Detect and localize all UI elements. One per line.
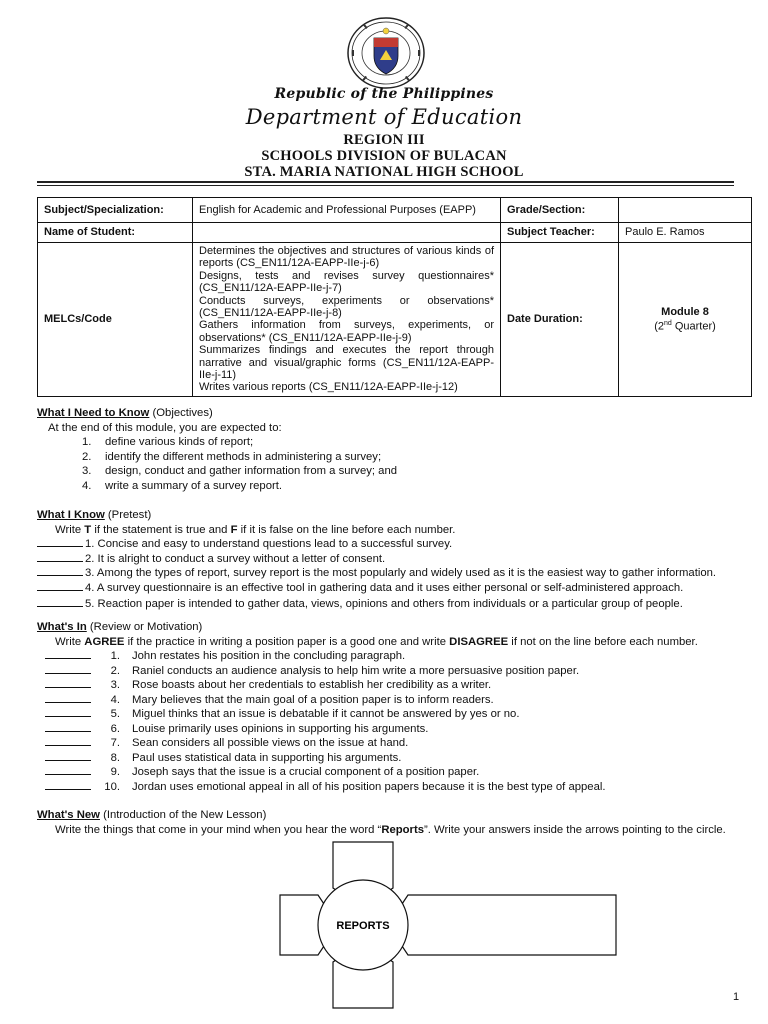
school-heading: STA. MARIA NATIONAL HIGH SCHOOL bbox=[244, 164, 524, 180]
module-number: Module 8 bbox=[661, 305, 709, 318]
subject-label: Subject/Specialization: bbox=[38, 198, 193, 223]
answer-blank[interactable] bbox=[45, 707, 91, 717]
section-heading: What's In (Review or Motivation) bbox=[37, 621, 203, 633]
melc-item: Designs, tests and revises survey questionnaires* (CS_EN11/12A-EAPP-IIe-j-7) bbox=[199, 269, 494, 295]
review-item: 1. John restates his position in the concluding paragraph. bbox=[37, 649, 752, 664]
duration-label: Date Duration: bbox=[501, 243, 619, 397]
table-row bbox=[38, 223, 752, 243]
table-row bbox=[38, 198, 752, 223]
deped-seal-logo bbox=[344, 16, 428, 90]
answer-blank[interactable] bbox=[45, 649, 91, 659]
page-number: 1 bbox=[733, 991, 740, 1003]
answer-blank[interactable] bbox=[45, 664, 91, 674]
circle-label: REPORTS bbox=[336, 920, 390, 932]
answer-blank[interactable] bbox=[45, 765, 91, 775]
answer-blank[interactable] bbox=[45, 678, 91, 688]
pretest-item: 3. Among the types of report, survey report is the most popularly and widely used as it is the easiest way to gather information. bbox=[37, 566, 752, 581]
student-name-field[interactable] bbox=[193, 223, 501, 243]
section-heading: What I Know (Pretest) bbox=[37, 509, 152, 521]
list-item: 3. design, conduct and gather information from a survey; and bbox=[82, 465, 398, 477]
review-item: 5. Miguel thinks that an issue is debatable if it cannot be answered by yes or no. bbox=[37, 707, 752, 722]
header-rule bbox=[37, 181, 734, 183]
grade-field[interactable] bbox=[619, 198, 752, 223]
review-item: 10. Jordan uses emotional appeal in all of his position papers because it is the best type of appeal. bbox=[37, 780, 752, 795]
answer-blank[interactable] bbox=[37, 552, 83, 562]
answer-blank[interactable] bbox=[45, 722, 91, 732]
header-rule-thin bbox=[37, 185, 734, 186]
pretest-item: 2. It is alright to conduct a survey without a letter of consent. bbox=[37, 552, 752, 567]
melcs-label: MELCs/Code bbox=[38, 243, 193, 397]
teacher-label: Subject Teacher: bbox=[501, 223, 619, 243]
review-item: 7. Sean considers all possible views on the issue at hand. bbox=[37, 736, 752, 751]
answer-blank[interactable] bbox=[37, 566, 83, 576]
pretest-item: 1. Concise and easy to understand questions lead to a successful survey. bbox=[37, 537, 752, 552]
answer-blank[interactable] bbox=[45, 736, 91, 746]
answer-blank[interactable] bbox=[37, 597, 83, 607]
melc-item: Summarizes findings and executes the report through narrative and visual/graphic forms (CS_EN11/12A-EAPP-IIe-j-11) bbox=[199, 344, 494, 382]
melc-item: Determines the objectives and structures of various kinds of reports (CS_EN11/12A-EAPP-IIe-j-6) bbox=[199, 245, 494, 270]
republic-heading: Republic of the Philippines bbox=[274, 86, 494, 102]
table-row bbox=[38, 243, 752, 397]
review-item: 8. Paul uses statistical data in supporting his arguments. bbox=[37, 751, 752, 766]
review-item: 3. Rose boasts about her credentials to establish her credibility as a writer. bbox=[37, 678, 752, 693]
list-item: 2. identify the different methods in administering a survey; bbox=[82, 450, 382, 463]
module-cell bbox=[619, 243, 752, 397]
answer-blank[interactable] bbox=[45, 780, 91, 790]
pretest-item: 5. Reaction paper is intended to gather data, views, opinions and others from individuals or a particular group of people. bbox=[37, 597, 752, 612]
whats-new-section bbox=[37, 808, 752, 837]
pretest-item: 4. A survey questionnaire is an effective tool in gathering data and it uses either personal or self-administered approach. bbox=[37, 581, 752, 596]
answer-blank[interactable] bbox=[37, 537, 83, 547]
student-label: Name of Student: bbox=[38, 223, 193, 243]
arrow-right[interactable] bbox=[388, 895, 616, 955]
region-heading: REGION III bbox=[343, 132, 425, 148]
review-item: 9. Joseph says that the issue is a crucial component of a position paper. bbox=[37, 765, 752, 780]
reports-arrow-diagram bbox=[278, 840, 618, 1010]
list-item: 4. write a summary of a survey report. bbox=[82, 479, 283, 492]
list-item: 1. define various kinds of report; bbox=[82, 436, 254, 448]
section-heading: What I Need to Know (Objectives) bbox=[37, 407, 213, 419]
division-heading: SCHOOLS DIVISION OF BULACAN bbox=[261, 148, 507, 164]
teacher-value: Paulo E. Ramos bbox=[619, 223, 752, 243]
quarter-label: (2nd Quarter) bbox=[654, 320, 716, 333]
objectives-intro: At the end of this module, you are expected to: bbox=[48, 421, 282, 434]
review-item: 4. Mary believes that the main goal of a position paper is to inform readers. bbox=[37, 693, 752, 708]
pretest-section bbox=[37, 508, 752, 612]
melc-item: Conducts surveys, experiments or observations* (CS_EN11/12A-EAPP-IIe-j-8) bbox=[199, 294, 494, 320]
melcs-list bbox=[193, 243, 501, 397]
review-item: 6. Louise primarily uses opinions in supporting his arguments. bbox=[37, 722, 752, 737]
melc-item: Writes various reports (CS_EN11/12A-EAPP-IIe-j-12) bbox=[199, 381, 458, 394]
review-item: 2. Raniel conducts an audience analysis to help him write a more persuasive position paper. bbox=[37, 664, 752, 679]
melc-item: Gathers information from surveys, experiments, or observations* (CS_EN11/12A-EAPP-IIe-j-9) bbox=[199, 319, 494, 344]
section-heading: What's New (Introduction of the New Lesson) bbox=[37, 809, 267, 821]
pretest-instructions: Write T if the statement is true and F if it is false on the line before each number. bbox=[55, 523, 456, 536]
module-info-table bbox=[37, 197, 752, 397]
grade-label: Grade/Section: bbox=[501, 198, 619, 223]
answer-blank[interactable] bbox=[45, 693, 91, 703]
objectives-list bbox=[82, 435, 752, 493]
objectives-section bbox=[37, 406, 752, 493]
review-section bbox=[37, 620, 752, 794]
whats-new-instructions: Write the things that come in your mind when you hear the word “Reports”. Write your answers inside the arrows pointing to the circle. bbox=[55, 823, 726, 836]
subject-value: English for Academic and Professional Purposes (EAPP) bbox=[193, 198, 501, 223]
answer-blank[interactable] bbox=[45, 751, 91, 761]
answer-blank[interactable] bbox=[37, 581, 83, 591]
department-heading: Department of Education bbox=[245, 105, 523, 129]
review-instructions: Write AGREE if the practice in writing a position paper is a good one and write DISAGREE if not on the line before each number. bbox=[55, 635, 698, 648]
